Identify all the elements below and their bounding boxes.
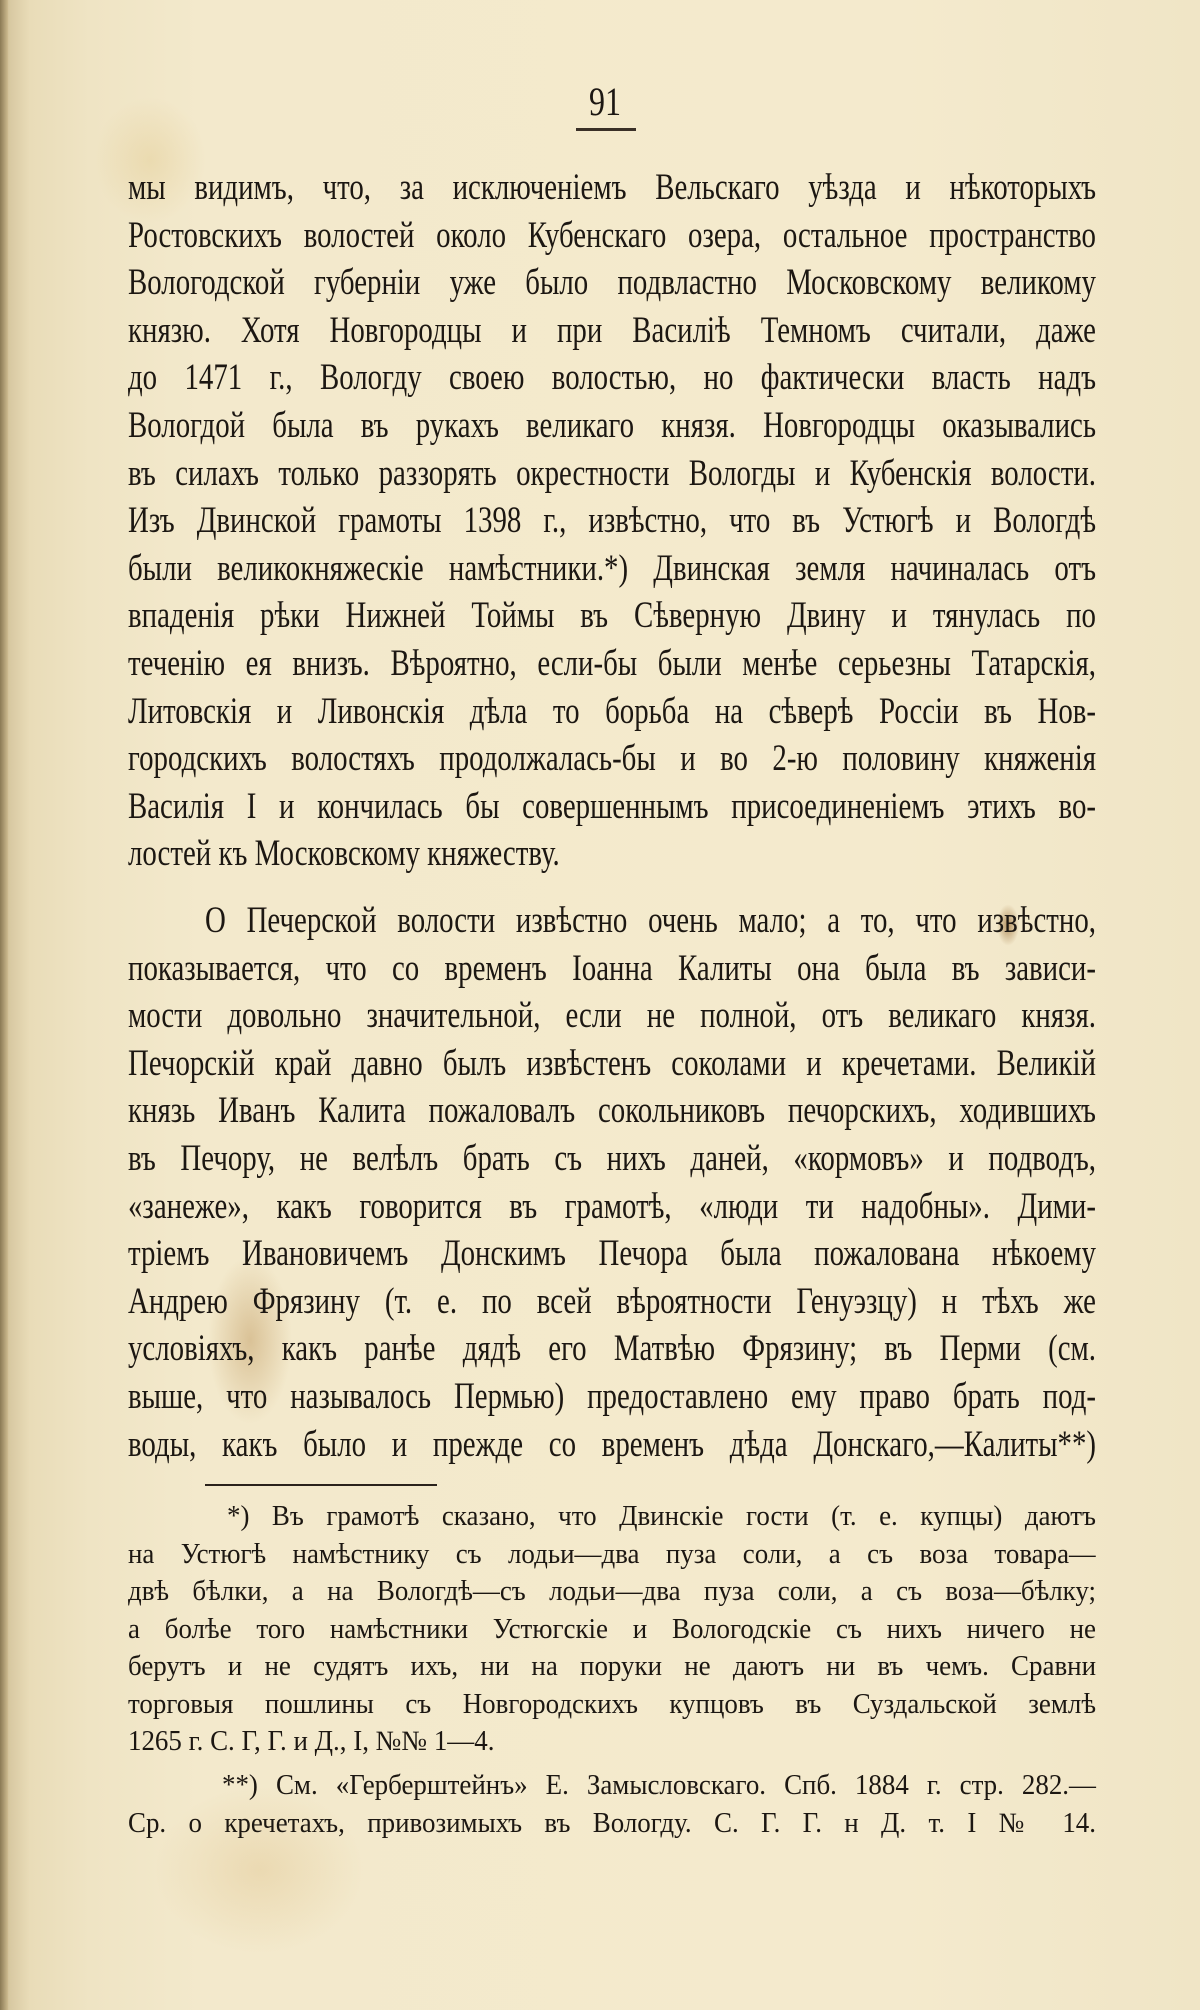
footnote-1-line: 1265 г. С. Г, Г. и Д., I, №№ 1—4. [128,1726,495,1757]
footnote-1-line: берутъ и не судятъ ихъ, ни на поруки не даютъ ни въ чемъ. Сравни [128,1651,1096,1682]
footnote-2-line: **) См. «Герберштейнъ» Е. Замысловскаго. Спб. 1884 г. стр. 282.— [222,1770,1096,1801]
paragraph-1-line: Литовскія и Ливонскія дѣла то борьба на сѣверѣ Россіи въ Нов- [128,690,1096,732]
page-number-rule [576,128,636,131]
page-number: 91 [589,79,621,124]
paragraph-1-line: Василія I и кончилась бы совершеннымъ присоединеніемъ этихъ во- [128,785,1096,827]
paragraph-1-line: Вологдой была въ рукахъ великаго князя. Новгородцы оказывались [128,405,1096,446]
footnote-1-line: торговыя пошлины съ Новгородскихъ купцовъ въ Суздальской землѣ [128,1688,1096,1720]
footnote-separator [205,1484,437,1486]
paragraph-1-line: князю. Хотя Новгородцы и при Василіѣ Темномъ считали, даже [128,309,1096,351]
paragraph-1-line: Ростовскихъ волостей около Кубенскаго озера, остальное пространство [128,214,1096,256]
paragraph-1-line: Вологодской губерніи уже было подвластно Московскому великому [128,262,1096,304]
paragraph-1-line: впаденія рѣки Нижней Тоймы въ Сѣверную Двину и тянулась по [128,595,1096,637]
paragraph-2-line: князь Иванъ Калита пожаловалъ сокольниковъ печорскихъ, ходившихъ [128,1090,1096,1132]
paragraph-1-line: до 1471 г., Вологду своею волостью, но фактически власть надъ [128,357,1096,399]
paragraph-1-line: Изъ Двинской грамоты 1398 г., извѣстно, что въ Устюгѣ и Вологдѣ [128,500,1096,542]
paragraph-2-line: выше, что называлось Пермью) предоставлено ему право брать под- [128,1376,1096,1417]
paragraph-2-line: Андрею Фрязину (т. е. по всей вѣроятности Генуэзцу) н тѣхъ же [128,1280,1096,1322]
paragraph-1-line: лостей къ Московскому княжеству. [128,833,560,875]
footnote-1-line: двѣ бѣлки, а на Вологдѣ—съ лодьи—два пуза соли, а съ воза—бѣлку; [128,1576,1096,1607]
footnote-1-line: на Устюгѣ намѣстнику съ лодьи—два пуза соли, а съ воза товара— [128,1538,1096,1570]
paragraph-2-line: тріемъ Ивановичемъ Донскимъ Печора была пожалована нѣкоему [128,1233,1096,1275]
footnote-1-line: а болѣе того намѣстники Устюгскіе и Вологодскіе съ нихъ ничего не [128,1613,1096,1645]
paragraph-2-line: мости довольно значительной, если не полной, отъ великаго князя. [128,995,1096,1037]
paragraph-2-line: въ Печору, не велѣлъ брать съ нихъ даней, «кормовъ» и подводъ, [128,1138,1096,1179]
paragraph-2-line: Печорскій край давно былъ извѣстенъ соколами и кречетами. Великій [128,1042,1096,1084]
footnote-2-line: Ср. о кречетахъ, привозимыхъ въ Вологду. С. Г. Г. н Д. т. I № 14. [128,1807,1096,1839]
paragraph-2-line: воды, какъ было и прежде со временъ дѣда Донскаго,—Калиты**) [128,1423,1096,1465]
footnote-1-line: *) Въ грамотѣ сказано, что Двинскіе гости (т. е. купцы) даютъ [227,1501,1096,1532]
page-edge [0,0,8,2010]
paragraph-1-line: были великокняжескіе намѣстники.*) Двинская земля начиналась отъ [128,547,1096,589]
paragraph-1-line: теченію ея внизъ. Вѣроятно, если-бы были менѣе серьезны Татарскія, [128,643,1096,684]
paragraph-1-line: мы видимъ, что, за исключеніемъ Вельскаго уѣзда и нѣкоторыхъ [128,167,1096,208]
paragraph-2-line: условіяхъ, какъ ранѣе дядѣ его Матвѣю Фрязину; въ Перми (см. [128,1328,1096,1370]
paragraph-1-line: городскихъ волостяхъ продолжалась-бы и во 2-ю половину княженія [128,738,1096,780]
paragraph-1-line: въ силахъ только раззорять окрестности Вологды и Кубенскія волости. [128,452,1096,494]
paragraph-2-line: показывается, что со временъ Іоанна Калиты она была въ зависи- [128,947,1096,989]
paragraph-2-line: «занеже», какъ говорится въ грамотѣ, «люди ти надобны». Дими- [128,1185,1096,1227]
paragraph-2-line: О Печерской волости извѣстно очень мало; а то, что извѣстно, [205,900,1096,941]
